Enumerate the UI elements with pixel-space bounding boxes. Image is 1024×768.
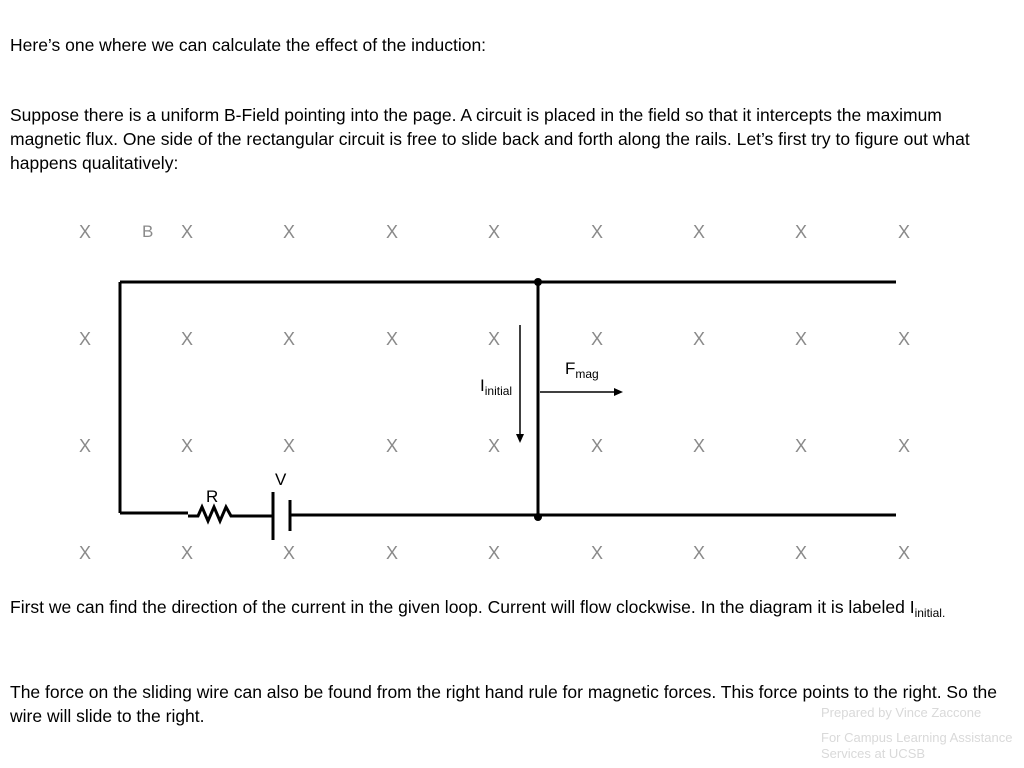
resistor bbox=[188, 507, 238, 521]
field-x-mark: X bbox=[180, 436, 194, 456]
credit-author: Prepared by Vince Zaccone bbox=[821, 705, 982, 720]
field-x-mark: X bbox=[385, 436, 399, 456]
field-x-mark: X bbox=[794, 436, 808, 456]
field-x-mark: X bbox=[590, 329, 604, 349]
force-label: $F_{mag}$ bbox=[565, 359, 599, 381]
field-x-mark: X bbox=[487, 543, 501, 563]
field-x-mark: X bbox=[78, 329, 92, 349]
field-x-mark: X bbox=[794, 222, 808, 242]
field-x-mark: X bbox=[282, 222, 296, 242]
setup-paragraph: Suppose there is a uniform B-Field pointing into the page. A circuit is placed in the field so that it intercepts the maximum magnetic flux. One side of the rectangular circuit is free to slide back and forth along the rails. Let’s first try to figure out what happens qualitatively: bbox=[10, 105, 970, 173]
field-x-mark: X bbox=[282, 436, 296, 456]
current-direction-subscript: initial. bbox=[914, 606, 946, 620]
field-x-mark: X bbox=[692, 222, 706, 242]
field-x-mark: X bbox=[487, 436, 501, 456]
field-x-mark: X bbox=[590, 222, 604, 242]
battery-label: V bbox=[275, 470, 287, 489]
force-paragraph: The force on the sliding wire can also be found from the right hand rule for magnetic forces. This force points to the right. So the wire will slide to the right. bbox=[10, 682, 998, 726]
intro-text: Here’s one where we can calculate the effect of the induction: bbox=[10, 35, 487, 55]
current-direction-text: First we can find the direction of the current in the given loop. Current will flow clockwise. In the diagram it is labeled I bbox=[10, 597, 915, 617]
field-x-mark: X bbox=[897, 436, 911, 456]
field-x-mark: X bbox=[180, 543, 194, 563]
field-x-mark: X bbox=[282, 329, 296, 349]
field-x-mark: X bbox=[385, 222, 399, 242]
field-x-mark: X bbox=[590, 543, 604, 563]
field-x-mark: X bbox=[897, 329, 911, 349]
field-x-mark: X bbox=[78, 222, 92, 242]
resistor-label: R bbox=[206, 487, 219, 506]
field-x-mark: X bbox=[385, 329, 399, 349]
field-x-mark: X bbox=[78, 436, 92, 456]
field-x-mark: X bbox=[180, 329, 194, 349]
field-x-mark: X bbox=[794, 543, 808, 563]
field-x-mark: X bbox=[78, 543, 92, 563]
field-x-mark: X bbox=[794, 329, 808, 349]
field-x-mark: X bbox=[590, 436, 604, 456]
credit-organization: For Campus Learning Assistance Services at UCSB bbox=[821, 730, 1013, 761]
field-x-mark: X bbox=[282, 543, 296, 563]
current-arrowhead-icon bbox=[516, 434, 524, 443]
field-x-mark: X bbox=[897, 543, 911, 563]
field-x-mark: X bbox=[385, 543, 399, 563]
field-x-mark: X bbox=[487, 329, 501, 349]
field-x-mark: X bbox=[897, 222, 911, 242]
field-x-mark: X bbox=[487, 222, 501, 242]
bottom-contact-dot bbox=[534, 513, 542, 521]
b-field-label: B bbox=[142, 222, 154, 241]
current-label: $I_{initial}$ bbox=[480, 376, 513, 398]
field-x-mark: X bbox=[692, 329, 706, 349]
force-arrowhead-icon bbox=[614, 388, 623, 396]
top-contact-dot bbox=[534, 278, 542, 286]
field-x-mark: X bbox=[692, 543, 706, 563]
field-x-mark: X bbox=[692, 436, 706, 456]
field-x-mark: X bbox=[180, 222, 194, 242]
current-direction-paragraph bbox=[10, 595, 1010, 619]
